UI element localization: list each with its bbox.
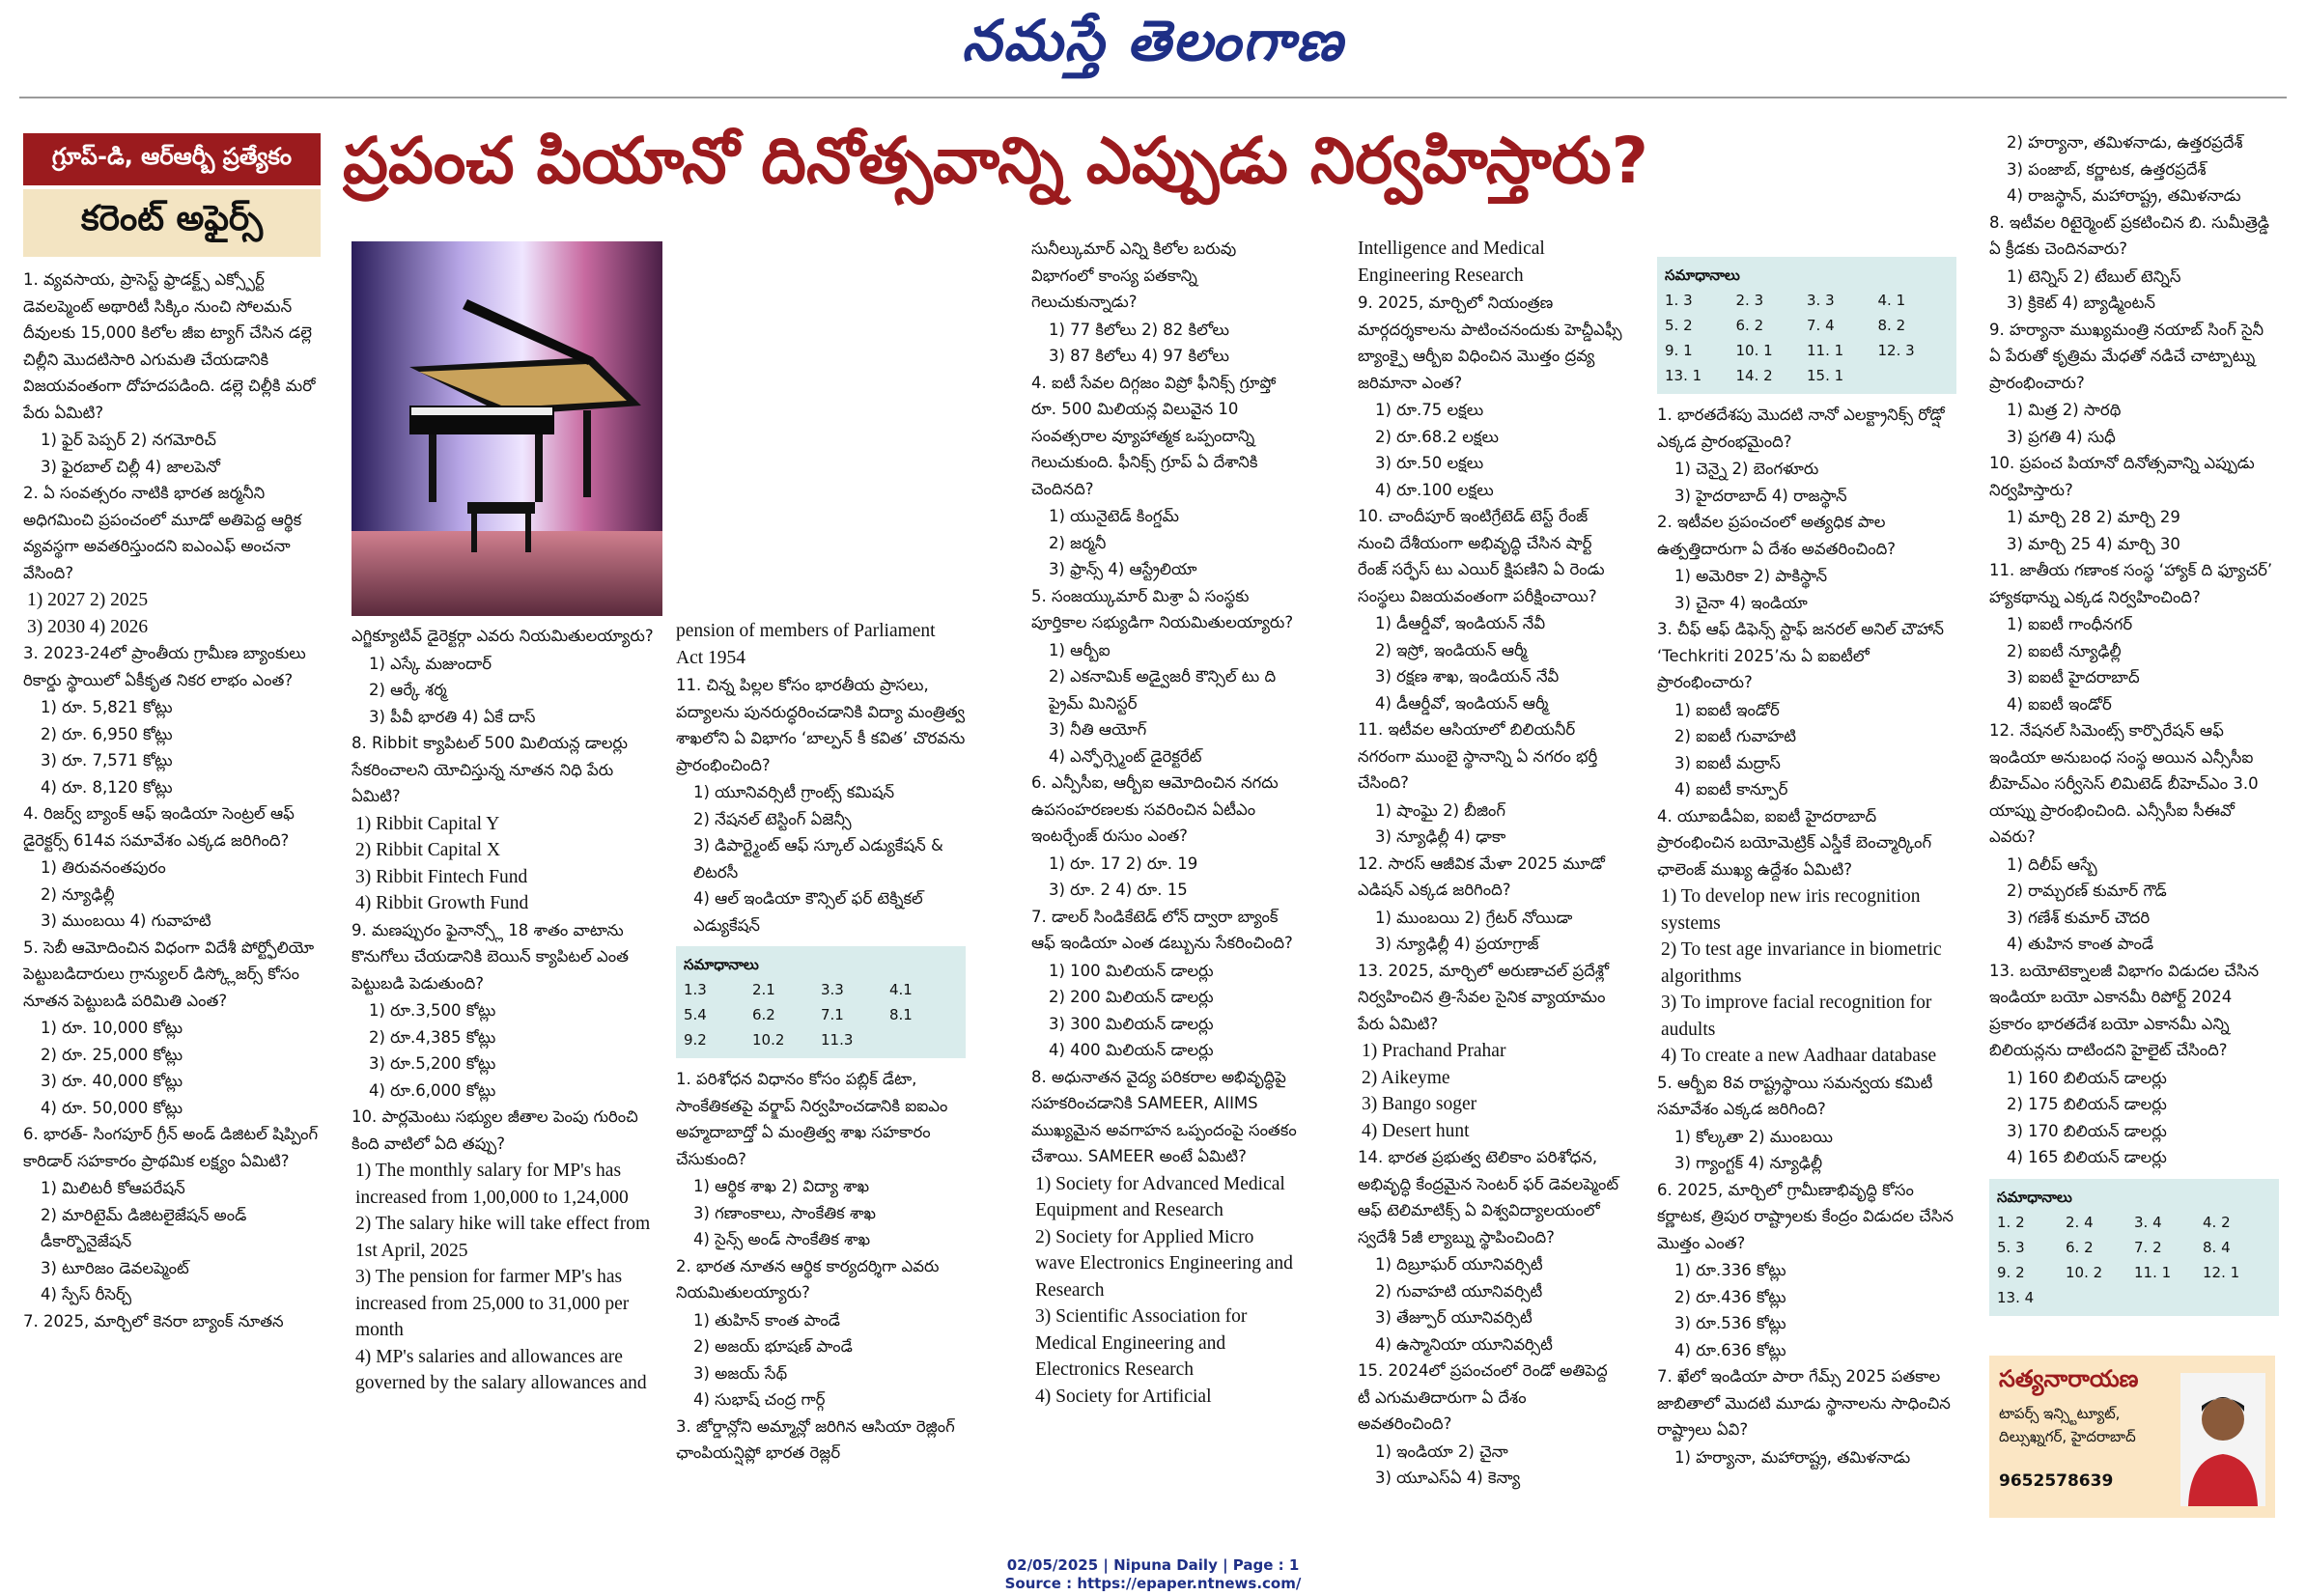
question-text: 6. 2025, మార్చిలో గ్రామీణాభివృద్ధి కోసం కర్ణాటక, త్రిపుర రాష్ట్రాలకు కేంద్రం విడుదల చేసిన మొత్తం ఎంత? (1657, 1180, 1954, 1252)
answer-option: 2) మారిటైమ్ డిజిటలైజేషన్ అండ్ డీకార్బొనైజేషన్ (41, 1205, 247, 1250)
answer-key-box (676, 946, 966, 1058)
answer-option: 4) రూ. 8,120 కోట్లు (41, 777, 173, 797)
answer-option: 1) రూ.3,500 కోట్లు (369, 1001, 496, 1020)
answer-option: 3) మార్చి 25 4) మార్చి 30 (2007, 534, 2180, 553)
question-text: 6. భారత్- సింగపూర్ గ్రీన్ అండ్ డిజిటల్ షిప్పింగ్ కారిడార్ సహకారం ప్రాథమిక లక్ష్యం ఏమిటి? (23, 1125, 319, 1170)
answer-key-cell: 10. 1 (1735, 342, 1773, 359)
question-text: 11. జాతీయ గణాంక సంస్థ ‘హ్యాక్ ది ఫ్యూచర్’ హ్యాకథాన్ను ఎక్కడ నిర్వహించింది? (1989, 561, 2273, 606)
answer-key-cell: 11. 1 (1807, 342, 1844, 359)
question-text: 7. ఖేలో ఇండియా పారా గేమ్స్ 2025 పతకాల జాబితాలో మొదటి మూడు స్థానాలను సాధించిన రాష్ట్రాలు ఏవి? (1657, 1367, 1951, 1439)
question-text: 8. ఇటీవల రిటైర్మెంట్ ప్రకటించిన బి. సుమీత్రెడ్డి ఏ క్రీడకు చెందినవారు? (1989, 212, 2270, 258)
answer-key-cell: 15. 1 (1807, 367, 1844, 384)
answer-option: 3) తేజ్పూర్ యూనివర్సిటీ (1375, 1308, 1533, 1327)
answer-key-cell: 7. 4 (1807, 317, 1835, 334)
answer-option: 1) మిలిటరీ కోఆపరేషన్ (41, 1179, 185, 1197)
answer-option: 3) క్రికెట్ 4) బ్యాడ్మింటన్ (2007, 294, 2155, 312)
question-text: 4. యూఐడీఏఐ, ఐఐటీ హైదరాబాద్ ప్రారంభించిన బయోమెట్రిక్ ఎస్డీకే బెంచ్మార్కింగ్ ఛాలెంజ్ ముఖ్య ఉద్దేశం ఏమిటి? (1657, 806, 1932, 879)
masthead-divider (19, 97, 2287, 98)
answer-option: 3) పంజాబ్, కర్ణాటక, ఉత్తరప్రదేశ్ (2007, 159, 2207, 179)
answer-key-heading: సమాధానాలు (1665, 266, 1740, 284)
section-subkicker: కరెంట్ అఫైర్స్ (23, 189, 321, 257)
question-text: 2. ఏ సంవత్సరం నాటికి భారత జర్మనీని అధిగమించి ప్రపంచంలో మూడో అతిపెద్ద ఆర్థిక వ్యవస్థగా అవతరిస్తుందని ఐఎంఎఫ్ అంచనా వేసింది? (23, 484, 302, 582)
answer-option: 3) ప్రగతి 4) సుధీ (2007, 427, 2116, 446)
question-text: 1. పరిశోధన విధానం కోసం పబ్లిక్ డేటా, సాంకేతికతపై వర్క్షాప్ నిర్వహించడానికి ఐఐఎం అహ్మదాబాద్తో ఏ మంత్రిత్వ శాఖ సహకారం చేసుకుంది? (676, 1070, 948, 1168)
question-text: 1. వ్యవసాయ, ప్రాసెస్ట్ ఫ్రాడక్ట్స్ ఎక్స్పోర్ట్ డెవలప్మెంట్ అథారిటీ సిక్కిం నుంచి సోలమన్ దీవులకు 15,000 కిలోల జీఐ ట్యాగ్ చేసిన డల్లె చిల్లీని మొదటిసారి ఎగుమతి చేయడానికి విజయవంతంగా దోహదపడింది. డల్లె చిల్లీకి మరో పేరు ఏమిటి? (23, 270, 316, 422)
answer-key-row (684, 1002, 958, 1027)
answer-option: 4) సుభాష్ చంద్ర గార్గ్ (693, 1390, 826, 1409)
answer-option: 3) 87 కిలోలు 4) 97 కిలోలు (1049, 347, 1229, 365)
answer-option: 3) 2030 4) 2026 (27, 616, 149, 637)
answer-key-row (1665, 313, 1949, 338)
question-text: 5. సంజయ్కుమార్ మిశ్రా ఏ సంస్థకు పూర్తికాల సభ్యుడిగా నియమితులయ్యారు? (1031, 586, 1294, 631)
answer-option: 1) దిబ్రూఘర్ యూనివర్సిటీ (1375, 1255, 1543, 1274)
answer-option: 2) Aikeyme (1362, 1067, 1450, 1088)
answer-option: 3) 170 బిలియన్ డాలర్లు (2007, 1121, 2167, 1140)
answer-option: 1) రూ. 5,821 కోట్లు (41, 698, 173, 716)
footer-date-line: 02/05/2025 | Nipuna Daily | Page : 1 (1006, 1556, 1300, 1574)
answer-option: 1) దిలీప్ ఆస్బే (2007, 854, 2097, 874)
answer-option: 1) Prachand Prahar (1362, 1041, 1506, 1061)
answer-option: 1) తిరువనంతపురం (41, 858, 166, 877)
answer-key-cell: 4. 1 (1877, 292, 1906, 309)
answer-option: 3) గణేశ్ కుమార్ చౌదరి (2007, 908, 2151, 927)
answer-key-cell: 2. 4 (2066, 1213, 2094, 1231)
column-5 (1358, 236, 1624, 1535)
answer-option: 2) ఐఐటీ న్యూఢిల్లీ (2007, 641, 2122, 660)
answer-option: 1) ఐఐటీ గాంధీనగర్ (2007, 615, 2133, 633)
answer-option: 4) డీఆర్డీవో, ఇండియన్ ఆర్మీ (1375, 693, 1549, 713)
answer-option: 2) నేషనల్ టెస్టింగ్ ఏజెన్సీ (693, 809, 852, 828)
answer-key-cell: 5.4 (684, 1006, 707, 1023)
answer-option: 4) రూ.636 కోట్లు (1674, 1340, 1786, 1359)
question-text: 1. భారతదేశపు మొదటి నానో ఎలక్ట్రానిక్స్ రోడ్షో ఎక్కడ ప్రారంభమైంది? (1657, 406, 1945, 451)
answer-option: 1) రూ. 17 2) రూ. 19 (1049, 854, 1198, 873)
answer-option: 1) To develop new iris recognition systems (1661, 886, 1921, 934)
answer-option: 1) ముంబయి 2) గ్రేటర్ నోయిడా (1375, 908, 1573, 927)
answer-option: 3) రూ. 40,000 కోట్లు (41, 1072, 183, 1090)
question-text: ఎగ్జిక్యూటివ్ డైరెక్టర్గా ఎవరు నియమితులయ్యారు? (352, 627, 654, 645)
answer-option: 4) ఆల్ ఇండియా కౌన్సిల్ ఫర్ టెక్నికల్ ఎడ్యుకేషన్ (693, 889, 923, 935)
answer-option: 1) చెన్నై 2) బెంగళూరు (1674, 460, 1819, 478)
answer-option: 1) 2027 2) 2025 (27, 590, 149, 610)
question-text: 14. భారత ప్రభుత్వ టెలికాం పరిశోధన, అభివృద్ధి కేంద్రమైన సెంటర్ ఫర్ డెవలప్మెంట్ ఆఫ్ టెలిమాటిక్స్ ఏ విశ్వవిద్యాలయంలో స్వదేశీ 5జీ ల్యాబ్ను స్థాపించింది? (1358, 1148, 1619, 1246)
author-name: సత్యనారాయణ (1999, 1365, 2139, 1392)
answer-option: 4) స్పేస్ రీసెర్చ్ (41, 1285, 132, 1303)
question-text: 5. ఆర్బీఐ 8వ రాష్ట్రస్థాయి సమన్వయ కమిటీ సమావేశం ఎక్కడ జరిగింది? (1657, 1073, 1933, 1118)
answer-option: 1) యునైటెడ్ కింగ్డమ్ (1049, 507, 1179, 525)
answer-key-row (684, 1027, 958, 1052)
answer-key-cell: 13. 4 (1997, 1288, 2035, 1306)
answer-option: 2) The salary hike will take effect from 1st April, 2025 (355, 1214, 651, 1261)
answer-option: 2) న్యూఢిల్లీ (41, 884, 115, 904)
headline: ప్రపంచ పియానో దినోత్సవాన్ని ఎప్పుడు నిర్వహిస్తారు? (343, 124, 1648, 198)
answer-option: 1) మిత్ర 2) సారథి (2007, 401, 2122, 419)
question-text: 11. ఇటీవల ఆసియాలో బిలియనీర్ నగరంగా ముంబై స్థానాన్ని ఏ నగరం భర్తీ చేసింది? (1358, 720, 1598, 792)
answer-option: 1) హర్యానా, మహారాష్ట్ర, తమిళనాడు (1674, 1447, 1911, 1467)
question-text: 8. అధునాతన వైద్య పరికరాల అభివృద్ధిపై సహకరించడానికి SAMEER, AIIMS ముఖ్యమైన అవగాహన ఒప్పందంపై సంతకం చేశాయి. SAMEER అంటే ఏమిటి? (1031, 1067, 1297, 1165)
answer-key-cell: 12. 3 (1877, 342, 1915, 359)
answer-option: 1) Ribbit Capital Y (355, 813, 500, 834)
answer-key-cell: 1.3 (684, 981, 707, 998)
answer-option: 3) ఫ్రాన్స్ 4) ఆస్ట్రేలియా (1049, 560, 1197, 578)
answer-key-cell (2203, 1285, 2271, 1310)
author-photo (2180, 1373, 2265, 1506)
piano-illustration (352, 241, 662, 616)
answer-option: 2) To test age invariance in biometric algorithms (1661, 939, 1942, 987)
answer-key-cell: 9. 2 (1997, 1263, 2025, 1281)
answer-key-cell: 7. 2 (2134, 1238, 2162, 1256)
answer-key-cell: 13. 1 (1665, 367, 1702, 384)
answer-option: 2) Ribbit Capital X (355, 840, 501, 860)
answer-option: 1) ఆర్థిక శాఖ 2) విద్యా శాఖ (693, 1177, 870, 1195)
answer-option: 3) నీతి ఆయోగ్ (1049, 720, 1147, 739)
answer-option: 1) ఇండియా 2) చైనా (1375, 1442, 1508, 1461)
answer-option: 3) రూ. 2 4) రూ. 15 (1049, 881, 1188, 899)
answer-option: 4) రూ. 50,000 కోట్లు (41, 1098, 183, 1117)
question-text: 10. ప్రపంచ పియానో దినోత్సవాన్ని ఎప్పుడు నిర్వహిస్తారు? (1989, 454, 2255, 499)
answer-key-cell: 8.1 (889, 1006, 913, 1023)
answer-option: 3) గ్యాంగ్టక్ 4) న్యూఢిల్లీ (1674, 1154, 1823, 1172)
answer-key-cell: 6. 2 (1735, 317, 1764, 334)
question-text: 2. ఇటీవల ప్రపంచంలో అత్యధిక పాల ఉత్పత్తిదారుగా ఏ దేశం అవతరించింది? (1657, 513, 1896, 558)
answer-option: 1) 160 బిలియన్ డాలర్లు (2007, 1068, 2167, 1087)
answer-key-box (1657, 257, 1956, 394)
answer-option: 2) రూ. 25,000 కోట్లు (41, 1045, 183, 1064)
answer-key-box (1989, 1179, 2279, 1316)
question-text: 5. సెబీ ఆమోదించిన విధంగా విదేశీ పోర్ట్ఫోలియో పెట్టుబడిదారులు గ్రాన్యులర్ డిస్క్లోజర్స్ కోసం నూతన పెట్టుబడి పరిమితి ఎంత? (23, 938, 315, 1010)
answer-option: 1) రూ. 10,000 కోట్లు (41, 1019, 183, 1037)
answer-option: 3) ముంబయి 4) గువాహటి (41, 911, 211, 930)
answer-option: 1) Society for Advanced Medical Equipment and Research (1035, 1173, 1285, 1220)
answer-key-cell: 5. 2 (1665, 317, 1693, 334)
question-text: 9. హర్యానా ముఖ్యమంత్రి నయాబ్ సింగ్ సైనీ ఏ పేరుతో కృత్రిమ మేధతో నడిచే చాట్బాట్ను ప్రారంభించారు? (1989, 320, 2264, 392)
answer-option: 1) కోల్కతా 2) ముంబయి (1674, 1127, 1833, 1146)
question-text: 13. 2025, మార్చిలో అరుణాచల్ ప్రదేశ్లో నిర్వహించిన త్రి-సేవల సైనిక వ్యాయామం పేరు ఏమిటి? (1358, 961, 1610, 1033)
answer-option: 4) రూ.100 లక్షలు (1375, 480, 1494, 499)
answer-option: 4) ఉస్మానియా యూనివర్సిటీ (1375, 1334, 1553, 1354)
author-institute: టాపర్స్ ఇన్స్టిట్యూట్, దిల్సుఖ్నగర్, హైదరాబాద్ (1999, 1405, 2136, 1445)
answer-key-row (1997, 1260, 2271, 1285)
answer-key-row (1665, 363, 1949, 388)
question-text: 8. Ribbit క్యాపిటల్ 500 మిలియన్ల డాలర్లు సేకరించాలని యోచిస్తున్న నూతన నిధి పేరు ఏమిటి? (352, 734, 628, 805)
answer-option: 2) 175 బిలియన్ డాలర్లు (2007, 1095, 2167, 1113)
column-1 (23, 266, 323, 1539)
answer-option: 4) Desert hunt (1362, 1120, 1470, 1141)
column-2 (352, 623, 662, 1506)
answer-key-cell: 3. 3 (1807, 292, 1835, 309)
answer-option: 2) హర్యానా, తమిళనాడు, ఉత్తరప్రదేశ్ (2007, 133, 2243, 152)
answer-option: 2) 200 మిలియన్ డాలర్లు (1049, 988, 1214, 1006)
question-text: 3. 2023-24లో ప్రాంతీయ గ్రామీణ బ్యాంకులు రికార్డు స్థాయిలో ఏకీకృత నికర లాభం ఎంత? (23, 644, 306, 689)
answer-key-row (1997, 1235, 2271, 1260)
answer-option: 2) రూ. 6,950 కోట్లు (41, 724, 173, 743)
column-3 (676, 618, 966, 1535)
answer-option: 4) ఐఐటీ కాన్పూర్ (1674, 780, 1788, 798)
answer-option: 2) ఆర్కే శర్మ (369, 681, 447, 699)
answer-key-row (684, 977, 958, 1002)
answer-key-cell: 8. 2 (1877, 317, 1906, 334)
answer-option: 3) యూఎస్ఏ 4) కెన్యా (1375, 1469, 1521, 1487)
answer-option: 4) Society for Artificial (1035, 1386, 1212, 1407)
answer-key-cell: 1. 2 (1997, 1213, 2025, 1231)
answer-key-cell: 2. 3 (1735, 292, 1764, 309)
masthead: నమస్తే తెలంగాణ (962, 8, 1344, 73)
answer-key-heading: సమాధానాలు (684, 956, 759, 973)
answer-option: 2) ఇస్రో, ఇండియన్ ఆర్మీ (1375, 640, 1528, 659)
answer-key-cell: 10.2 (752, 1031, 785, 1049)
question-text: 4. ఐటీ సేవల దిగ్గజం విప్రో ఫీనిక్స్ గ్రూప్తో రూ. 500 మిలియన్ల విలువైన 10 సంవత్సరాల వ్యూహాత్మక ఒప్పందాన్ని గెలుచుకుంది. ఫీనిక్స్ గ్రూప్ ఏ దేశానికి చెందినది? (1031, 373, 1277, 498)
answer-option: 4) ఐఐటీ ఇండోర్ (2007, 694, 2112, 714)
answer-option: 4) ఎన్ఫోర్స్మెంట్ డైరెక్టరేట్ (1049, 746, 1202, 766)
answer-key-cell: 9.2 (684, 1031, 707, 1049)
answer-option: 2) రూ.4,385 కోట్లు (369, 1027, 496, 1047)
answer-option: 3) పీవీ భారతి 4) ఏకే దాస్ (369, 707, 536, 726)
question-text: 10. చాందీపూర్ ఇంటిగ్రేటెడ్ టెస్ట్ రేంజ్ నుంచి దేశీయంగా అభివృద్ధి చేసిన షార్ట్ రేంజ్ సర్ఫేస్ టు ఎయిర్ క్షిపణిని ఏ రెండు సంస్థలు విజయవంతంగా పరీక్షించాయి? (1358, 507, 1605, 605)
column-4 (1031, 236, 1298, 1535)
answer-option: 4) Ribbit Growth Fund (355, 893, 529, 913)
answer-key-cell: 2.1 (752, 981, 775, 998)
answer-option: 3) రూ. 7,571 కోట్లు (41, 751, 173, 770)
answer-option: 3) Bango soger (1362, 1094, 1477, 1114)
question-text: 7. 2025, మార్చిలో కెనరా బ్యాంక్ నూతన (23, 1311, 284, 1330)
answer-key-cell (2066, 1285, 2134, 1310)
answer-option: 4) రాజస్థాన్, మహారాష్ట్ర, తమిళనాడు (2007, 186, 2241, 205)
answer-option: 1) The monthly salary for MP's has increased from 1,00,000 to 1,24,000 (355, 1161, 629, 1208)
answer-option: 4) To create a new Aadhaar database (1661, 1046, 1937, 1066)
question-text: 4. రిజర్వ్ బ్యాంక్ ఆఫ్ ఇండియా సెంట్రల్ ఆఫ్ డైరెక్టర్స్ 614వ సమావేశం ఎక్కడ జరిగింది? (23, 804, 295, 850)
question-text: సునీల్కుమార్ ఎన్ని కిలోల బరువు విభాగంలో కాంస్య పతకాన్ని గెలుచుకున్నాడు? (1031, 239, 1237, 311)
footer (0, 1556, 2306, 1593)
answer-option: 4) 165 బిలియన్ డాలర్లు (2007, 1148, 2167, 1166)
answer-option: 1) ఐఐటీ ఇండోర్ (1674, 700, 1780, 719)
answer-key-cell: 3.3 (821, 981, 844, 998)
answer-option: 1) ఫైర్ పెప్పర్ 2) నగమోరిచ్ (41, 431, 216, 449)
answer-option: 1) టెన్నిస్ 2) టేబుల్ టెన్నిస్ (2007, 266, 2181, 286)
answer-option: 3) రూ.50 లక్షలు (1375, 454, 1484, 472)
question-text: pension of members of Parliament Act 1954 (676, 621, 936, 668)
question-text: 10. పార్లమెంటు సభ్యుల జీతాల పెంపు గురించి కింది వాటిలో ఏది తప్పు? (352, 1107, 638, 1153)
column-7 (1989, 129, 2279, 1354)
answer-key-row (1665, 288, 1949, 313)
section-kicker: గ్రూప్-డి, ఆర్ఆర్బీ ప్రత్యేకం (23, 133, 321, 185)
answer-option: 4) సైన్స్ అండ్ సాంకేతిక శాఖ (693, 1230, 871, 1248)
answer-option: 2) రూ.68.2 లక్షలు (1375, 427, 1499, 446)
answer-key-cell: 10. 2 (2066, 1263, 2103, 1281)
answer-option: 4) తుహిన కాంత పాండే (2007, 935, 2154, 953)
answer-option: 3) Scientific Association for Medical Engineering and Electronics Research (1035, 1306, 1248, 1380)
answer-option: 4) MP's salaries and allowances are governed by the salary allowances and (355, 1346, 647, 1393)
answer-key-cell: 4.1 (889, 981, 913, 998)
answer-key-cell: 4. 2 (2203, 1213, 2231, 1231)
question-text: 11. చిన్న పిల్లల కోసం భారతీయ ప్రాసలు, పద్యాలను పునరుద్ధరించడానికి విద్యా మంత్రిత్వ శాఖలోని ఏ విభాగం ‘బాల్పన్ కీ కవిత’ చొరవను ప్రారంభించింది? (676, 676, 966, 774)
author-phone: 9652578639 (1999, 1471, 2114, 1491)
answer-option: 4) 400 మిలియన్ డాలర్లు (1049, 1041, 1214, 1059)
answer-option: 2) రామ్చరణ్ కుమార్ గౌడ్ (2007, 882, 2167, 900)
answer-key-cell: 11. 1 (2134, 1263, 2172, 1281)
question-text: Intelligence and Medical Engineering Research (1358, 238, 1545, 286)
answer-key-heading: సమాధానాలు (1997, 1188, 2072, 1206)
answer-option: 3) 300 మిలియన్ డాలర్లు (1049, 1014, 1214, 1033)
answer-key-cell: 8. 4 (2203, 1238, 2231, 1256)
answer-key-row (1997, 1210, 2271, 1235)
answer-option: 1) డీఆర్డీవో, ఇండియన్ నేవీ (1375, 614, 1546, 632)
answer-option: 4) రూ.6,000 కోట్లు (369, 1080, 496, 1100)
answer-option: 2) అజయ్ భూషణ్ పాండే (693, 1337, 853, 1356)
answer-option: 3) చైనా 4) ఇండియా (1674, 593, 1808, 612)
answer-key-cell (2134, 1285, 2203, 1310)
question-text: 12. నేషనల్ సిమెంట్స్ కార్పొరేషన్ ఆఫ్ ఇండియా అనుబంధ సంస్థ అయిన ఎన్సీసీఐ బీహెచ్ఎం సర్వీసెస్ లిమిటెడ్ బీహెచ్ఎం 3.0 యాప్ను ప్రారంభించింది. ఎన్సీసీఐ సీఈవో ఎవరు? (1989, 721, 2259, 846)
answer-option: 3) ఐఐటీ మద్రాస్ (1674, 753, 1781, 772)
column-6 (1657, 249, 1956, 1539)
answer-option: 2) ఎకనామిక్ అడ్వైజరీ కౌన్సిల్ టు ది ప్రైమ్ మినిస్టర్ (1049, 667, 1277, 713)
answer-option: 1) 77 కిలోలు 2) 82 కిలోలు (1049, 320, 1229, 339)
answer-key-cell (1878, 363, 1950, 388)
answer-option: 1) అమెరికా 2) పాకిస్థాన్ (1674, 567, 1828, 585)
answer-key-cell: 6.2 (752, 1006, 775, 1023)
answer-option: 1) మార్చి 28 2) మార్చి 29 (2007, 508, 2180, 526)
answer-option: 2) రూ.436 కోట్లు (1674, 1287, 1786, 1306)
answer-option: 3) డిపార్ట్మెంట్ ఆఫ్ స్కూల్ ఎడ్యుకేషన్ & లిటరసీ (693, 836, 943, 882)
piano-photo (352, 241, 662, 616)
answer-option: 1) తుహిన్ కాంత పాండే (693, 1310, 840, 1330)
answer-option: 3) ఫైరబాల్ చిల్లీ 4) జాలపెనో (41, 457, 220, 476)
question-text: 6. ఎన్పీసీఐ, ఆర్బీఐ ఆమోదించిన నగదు ఉపసంహరణలకు సవరించిన ఏటీఎం ఇంటర్చేంజ్ రుసుం ఎంత? (1031, 773, 1279, 845)
answer-key-cell: 5. 3 (1997, 1238, 2025, 1256)
answer-option: 1) 100 మిలియన్ డాలర్లు (1049, 961, 1214, 980)
answer-key-row (1997, 1285, 2271, 1310)
answer-key-cell: 6. 2 (2066, 1238, 2094, 1256)
answer-key-cell (889, 1027, 958, 1052)
question-text: 12. సారస్ ఆజీవిక మేళా 2025 మూడో ఎడిషన్ ఎక్కడ జరిగింది? (1358, 854, 1605, 899)
question-text: 2. భారత నూతన ఆర్థిక కార్యదర్శిగా ఎవరు నియమితులయ్యారు? (676, 1256, 940, 1302)
answer-key-cell: 11.3 (821, 1031, 854, 1049)
answer-option: 2) ఐఐటీ గువాహటి (1674, 727, 1797, 745)
answer-option: 1) ఎస్కే మజుందార్ (369, 654, 492, 673)
answer-option: 2) జర్మనీ (1049, 533, 1107, 552)
answer-option: 3) న్యూఢిల్లీ 4) ప్రయాగ్రాజ్ (1375, 935, 1539, 953)
answer-option: 1) ఆర్బీఐ (1049, 640, 1111, 659)
answer-option: 1) షాంఘై 2) బీజింగ్ (1375, 800, 1506, 820)
answer-option: 2) Society for Applied Micro wave Electronics Engineering and Research (1035, 1226, 1293, 1301)
answer-option: 1) యూనివర్సిటీ గ్రాంట్స్ కమిషన్ (693, 783, 895, 801)
answer-key-row (1665, 338, 1949, 363)
answer-option: 3) To improve facial recognition for audults (1661, 993, 1932, 1040)
answer-option: 3) హైదరాబాద్ 4) రాజస్థాన్ (1674, 486, 1847, 505)
footer-source-line: Source : https://epaper.ntnews.com/ (1004, 1575, 1302, 1592)
answer-option: 3) అజయ్ సేథ్ (693, 1363, 788, 1383)
answer-key-cell: 7.1 (821, 1006, 844, 1023)
author-box (1989, 1356, 2275, 1518)
answer-option: 3) రూ.5,200 కోట్లు (369, 1054, 496, 1073)
answer-option: 3) టూరిజం డెవలప్మెంట్ (41, 1258, 189, 1277)
answer-key-cell: 14. 2 (1735, 367, 1773, 384)
answer-key-cell: 9. 1 (1665, 342, 1693, 359)
question-text: 9. 2025, మార్చిలో నియంత్రణ మార్గదర్శకాలను పాటించనందుకు హెచ్డీఎఫ్సీ బ్యాంక్పై ఆర్బీఐ విధించిన మొత్తం ద్రవ్య జరిమానా ఎంత? (1358, 294, 1622, 392)
question-text: 13. బయోటెక్నాలజీ విభాగం విడుదల చేసిన ఇండియా బయో ఎకానమీ రిపోర్ట్ 2024 ప్రకారం భారతదేశ బయో ఎకానమీ ఎన్ని బిలియన్లను దాటిందని హైలైట్ చేసింది? (1989, 961, 2260, 1059)
answer-option: 3) ఐఐటీ హైదరాబాద్ (2007, 668, 2140, 686)
answer-option: 3) గణాంకాలు, సాంకేతిక శాఖ (693, 1203, 876, 1222)
answer-option: 3) రూ.536 కోట్లు (1674, 1314, 1786, 1332)
answer-key-cell: 3. 4 (2134, 1213, 2162, 1231)
answer-option: 1) రూ.75 లక్షలు (1375, 401, 1484, 419)
question-text: 3. జోర్డాన్లోని అమ్మాన్లో జరిగిన ఆసియా రెజ్లింగ్ ఛాంపియన్షిప్లో భారత రెజ్లర్ (676, 1416, 955, 1462)
answer-option: 1) రూ.336 కోట్లు (1674, 1261, 1786, 1279)
question-text: 7. డాలర్ సిండికేటెడ్ లోన్ ద్వారా బ్యాంక్ ఆఫ్ ఇండియా ఎంత డబ్బును సేకరించింది? (1031, 907, 1293, 952)
answer-option: 2) గువాహటి యూనివర్సిటీ (1375, 1281, 1543, 1301)
question-text: 9. మణప్పురం ఫైనాన్స్లో 18 శాతం వాటాను కొనుగోలు చేయడానికి బెయిన్ క్యాపిటల్ ఎంత పెట్టుబడి పెడుతుంది? (352, 920, 629, 993)
answer-option: 3) Ribbit Fintech Fund (355, 866, 528, 887)
question-text: 15. 2024లో ప్రపంచంలో రెండో అతిపెద్ద టీ ఎగుమతిదారుగా ఏ దేశం అవతరించింది? (1358, 1361, 1608, 1433)
answer-option: 3) రక్షణ శాఖ, ఇండియన్ నేవీ (1375, 667, 1560, 686)
answer-key-cell: 1. 3 (1665, 292, 1693, 309)
answer-option: 3) The pension for farmer MP's has increased from 25,000 to 31,000 per month (355, 1267, 630, 1340)
question-text: 3. చీఫ్ ఆఫ్ డిఫెన్స్ స్టాఫ్ జనరల్ అనిల్ చౌహాన్ ‘Techkriti 2025’ను ఏ ఐఐటీలో ప్రారంభించారు? (1657, 620, 1945, 691)
answer-option: 3) న్యూఢిల్లీ 4) ఢాకా (1375, 827, 1506, 846)
answer-key-cell: 12. 1 (2203, 1263, 2240, 1281)
